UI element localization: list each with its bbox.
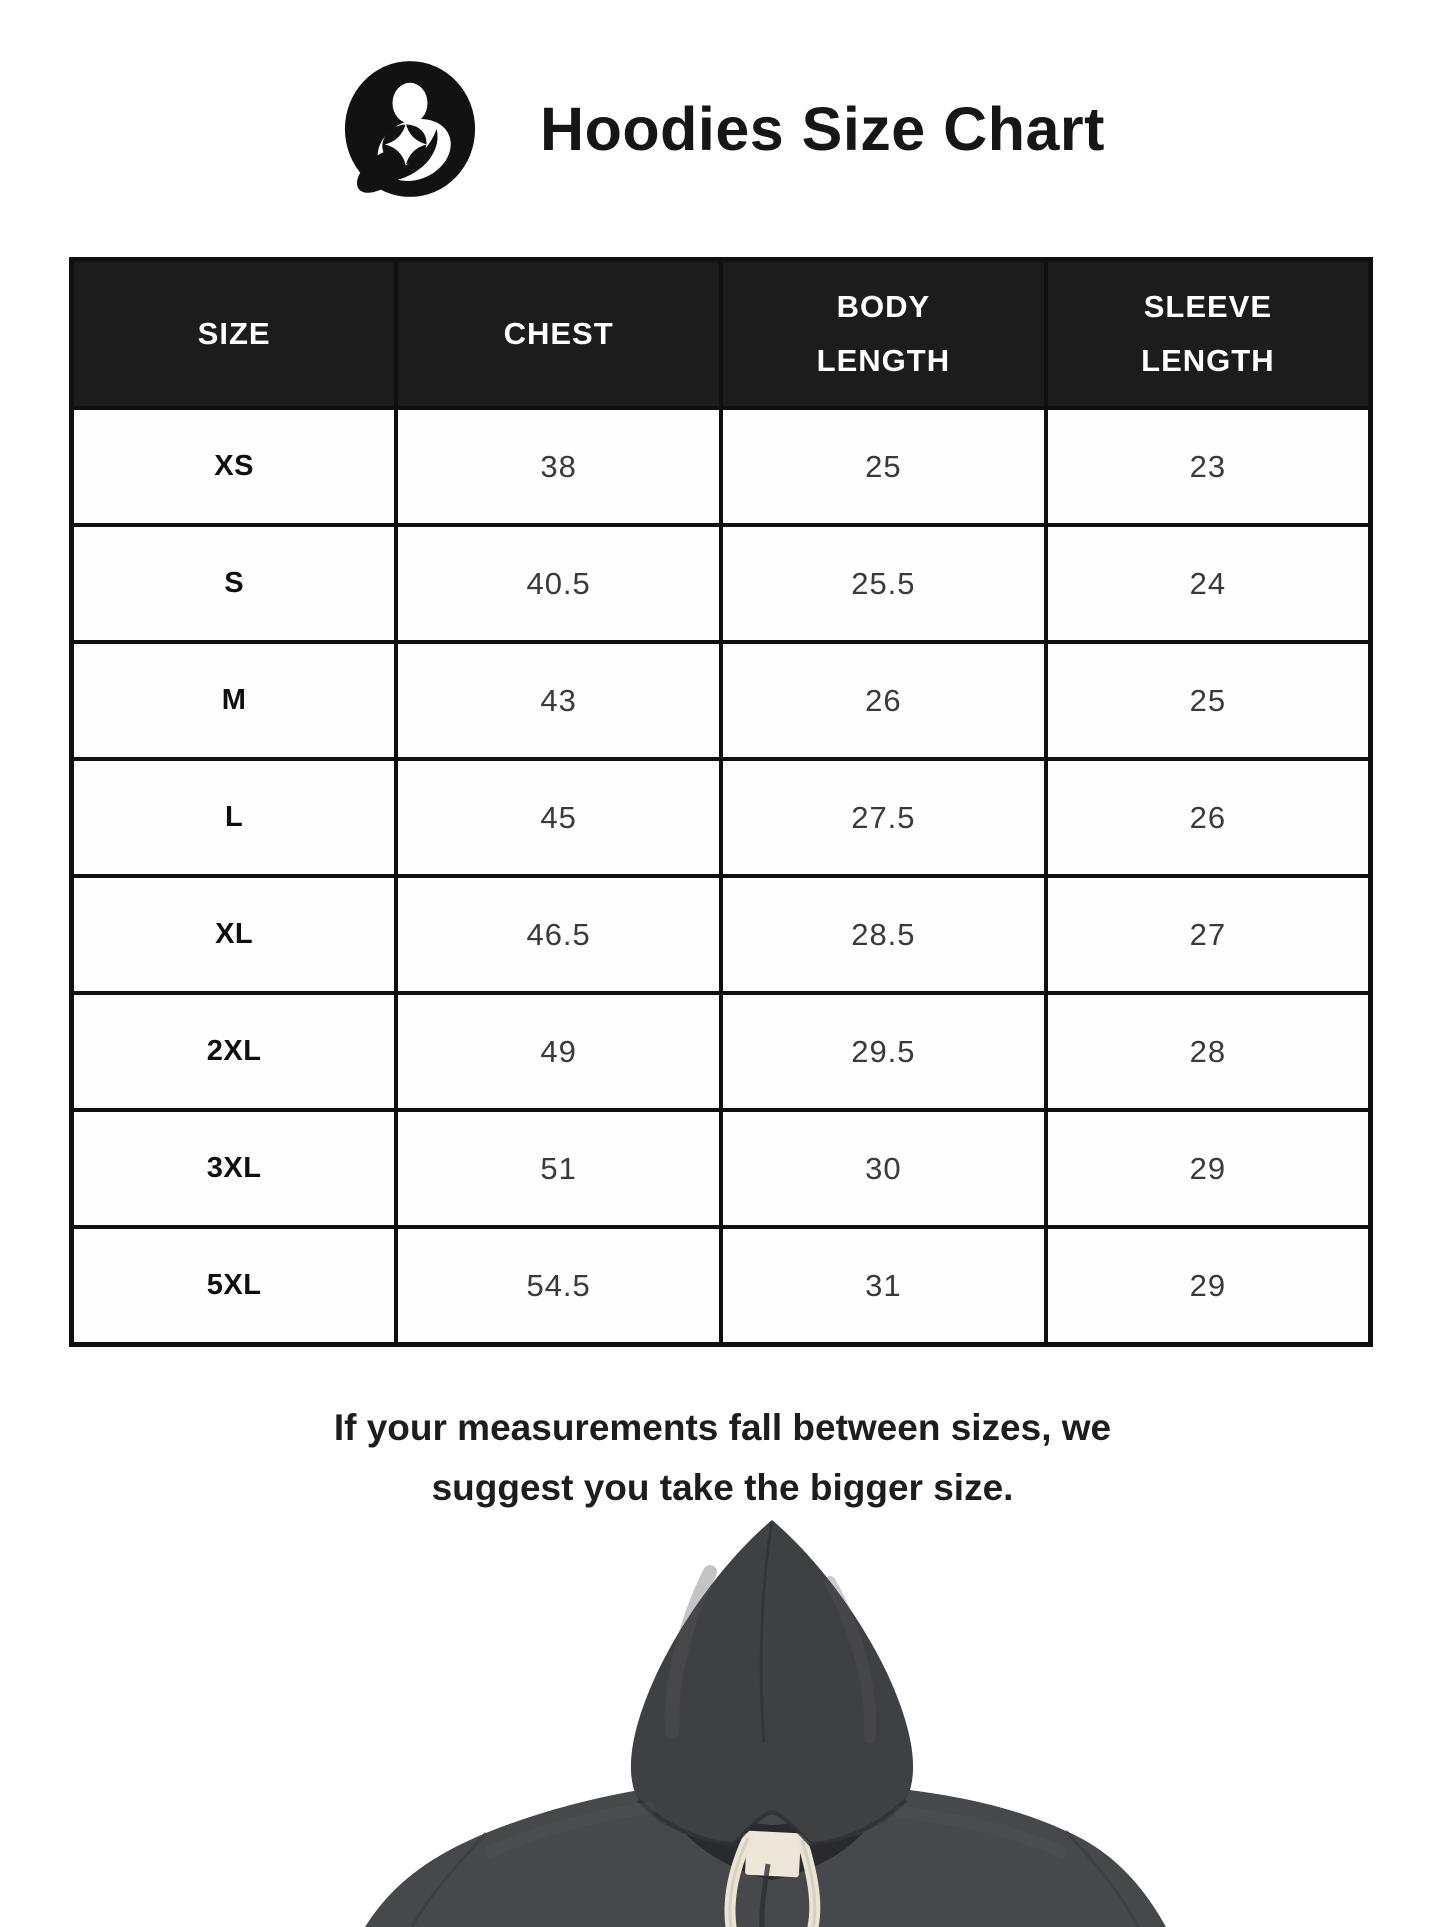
- fit-note: [0, 1398, 1445, 1518]
- brand-logo-icon: [340, 58, 480, 200]
- sleeve-length-cell: 27: [1046, 876, 1371, 993]
- table-header-row: [72, 260, 1371, 409]
- body-length-cell: 31: [721, 1227, 1046, 1345]
- column-header-size: SIZE: [72, 260, 397, 409]
- size-cell: L: [72, 759, 397, 876]
- chest-cell: 51: [396, 1110, 721, 1227]
- sleeve-length-cell: 23: [1046, 408, 1371, 525]
- chest-cell: 45: [396, 759, 721, 876]
- table-row: [72, 1227, 1371, 1345]
- body-length-cell: 28.5: [721, 876, 1046, 993]
- sleeve-length-cell: 29: [1046, 1110, 1371, 1227]
- column-header-chest: CHEST: [396, 260, 721, 409]
- size-cell: S: [72, 525, 397, 642]
- size-chart-table-container: [69, 257, 1373, 1347]
- table-row: [72, 876, 1371, 993]
- body-length-cell: 27.5: [721, 759, 1046, 876]
- column-header-sleeve-length: SLEEVE LENGTH: [1046, 260, 1371, 409]
- chest-cell: 38: [396, 408, 721, 525]
- body-length-cell: 26: [721, 642, 1046, 759]
- size-cell: M: [72, 642, 397, 759]
- sleeve-length-cell: 25: [1046, 642, 1371, 759]
- chest-cell: 49: [396, 993, 721, 1110]
- sleeve-length-cell: 24: [1046, 525, 1371, 642]
- column-header-body-length: BODY LENGTH: [721, 260, 1046, 409]
- hoodie-image: [310, 1512, 1210, 1927]
- size-cell: 5XL: [72, 1227, 397, 1345]
- table-row: [72, 759, 1371, 876]
- body-length-cell: 25: [721, 408, 1046, 525]
- brand-logo: [340, 58, 480, 200]
- table-row: [72, 642, 1371, 759]
- page-title: Hoodies Size Chart: [540, 95, 1105, 163]
- size-chart-table: [69, 257, 1373, 1347]
- sleeve-length-cell: 29: [1046, 1227, 1371, 1345]
- size-cell: XS: [72, 408, 397, 525]
- body-length-cell: 30: [721, 1110, 1046, 1227]
- chest-cell: 54.5: [396, 1227, 721, 1345]
- fit-note-line2: suggest you take the bigger size.: [431, 1466, 1014, 1508]
- hoodie-photo: [310, 1512, 1210, 1927]
- sleeve-length-cell: 26: [1046, 759, 1371, 876]
- chest-cell: 43: [396, 642, 721, 759]
- size-cell: 3XL: [72, 1110, 397, 1227]
- sleeve-length-cell: 28: [1046, 993, 1371, 1110]
- size-cell: 2XL: [72, 993, 397, 1110]
- body-length-cell: 29.5: [721, 993, 1046, 1110]
- chest-cell: 40.5: [396, 525, 721, 642]
- body-length-cell: 25.5: [721, 525, 1046, 642]
- brand-header: [0, 58, 1445, 200]
- table-row: [72, 525, 1371, 642]
- table-row: [72, 993, 1371, 1110]
- table-row: [72, 1110, 1371, 1227]
- chest-cell: 46.5: [396, 876, 721, 993]
- fit-note-line1: If your measurements fall between sizes, we: [333, 1407, 1112, 1448]
- table-row: [72, 408, 1371, 525]
- size-cell: XL: [72, 876, 397, 993]
